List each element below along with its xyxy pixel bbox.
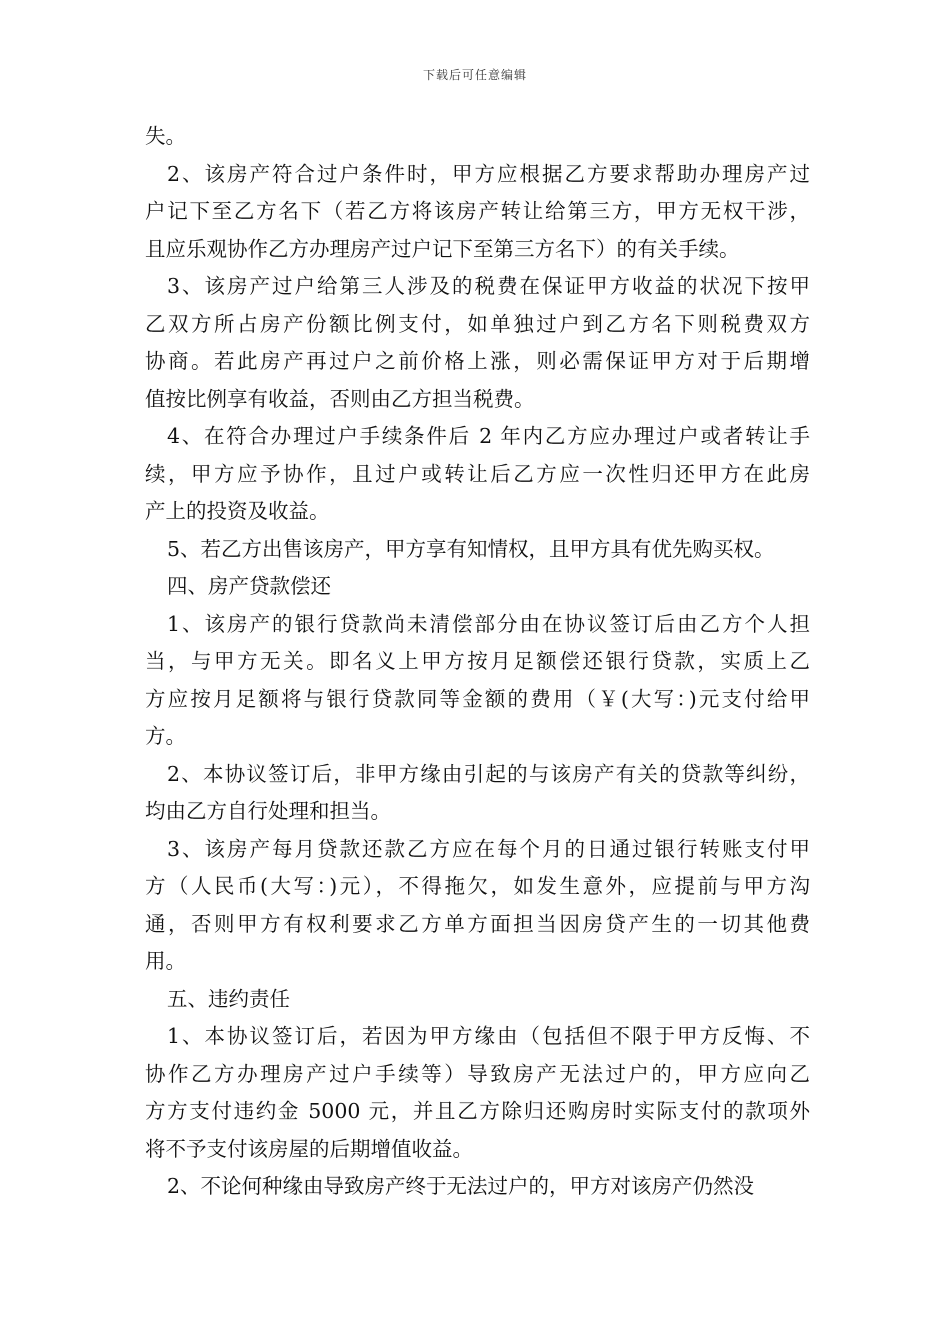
paragraph-3-line-3: 协商。若此房产再过户之前价格上涨，则必需保证甲方对于后期增: [145, 349, 810, 373]
paragraph-3-line-4: 值按比例享有收益，否则由乙方担当税费。: [145, 386, 535, 411]
paragraph-11-line-3: 方方支付违约金 5000 元，并且乙方除归还购房时实际支付的款项外: [145, 1099, 810, 1123]
paragraph-4-line-1: 4、在符合办理过户手续条件后 2 年内乙方应办理过户或者转让手: [167, 424, 810, 448]
paragraph-7-line-1: 1、该房产的银行贷款尚未清偿部分由在协议签订后由乙方个人担: [167, 611, 810, 636]
paragraph-9-line-4: 用。: [145, 949, 186, 973]
paragraph-12-line-1: 2、不论何种缘由导致房产终于无法过户的，甲方对该房产仍然没: [167, 1174, 755, 1198]
paragraph-11-line-4: 将不予支付该房屋的后期增值收益。: [145, 1136, 473, 1161]
paragraph-4-line-2: 续，甲方应予协作，且过户或转让后乙方应一次性归还甲方在此房: [145, 461, 810, 486]
page-header: 下载后可任意编辑: [422, 68, 527, 82]
paragraph-2-line-3: 且应乐观协作乙方办理房产过户记下至第三方名下）的有关手续。: [145, 236, 740, 261]
paragraph-2-line-2: 户记下至乙方名下（若乙方将该房产转让给第三方，甲方无权干涉，: [145, 199, 810, 223]
paragraph-7-line-4: 方。: [145, 724, 186, 748]
paragraph-3-line-2: 乙双方所占房产份额比例支付，如单独过户到乙方名下则税费双方: [145, 311, 810, 336]
paragraph-11-line-1: 1、本协议签订后，若因为甲方缘由（包括但不限于甲方反悔、不: [167, 1024, 810, 1048]
paragraph-9-line-2: 方（人民币(大写：)元），不得拖欠，如发生意外，应提前与甲方沟: [145, 874, 810, 898]
paragraph-7-line-2: 当，与甲方无关。即名义上甲方按月足额偿还银行贷款，实质上乙: [145, 649, 810, 673]
paragraph-7-line-3: 方应按月足额将与银行贷款同等金额的费用（￥(大写：)元支付给甲: [145, 686, 810, 711]
paragraph-9-line-3: 通，否则甲方有权利要求乙方单方面担当因房贷产生的一切其他费: [145, 911, 810, 936]
paragraph-10-line-1: 五、违约责任: [167, 986, 290, 1011]
paragraph-4-line-3: 产上的投资及收益。: [145, 499, 330, 523]
paragraph-6-line-1: 四、房产贷款偿还: [167, 574, 331, 598]
document-body: [145, 118, 810, 1206]
paragraph-3-line-1: 3、该房产过户给第三人涉及的税费在保证甲方收益的状况下按甲: [167, 274, 810, 298]
paragraph-11-line-2: 协作乙方办理房产过户手续等）导致房产无法过户的，甲方应向乙: [145, 1061, 810, 1086]
paragraph-9-line-1: 3、该房产每月贷款还款乙方应在每个月的日通过银行转账支付甲: [167, 836, 810, 861]
paragraph-5-line-1: 5、若乙方出售该房产，甲方享有知情权，且甲方具有优先购买权。: [167, 536, 775, 561]
paragraph-8-line-2: 均由乙方自行处理和担当。: [145, 799, 391, 823]
paragraph-8-line-1: 2、本协议签订后，非甲方缘由引起的与该房产有关的贷款等纠纷，: [167, 761, 810, 786]
paragraph-1-line-1: 失。: [145, 124, 186, 148]
paragraph-2-line-1: 2、该房产符合过户条件时，甲方应根据乙方要求帮助办理房产过: [167, 161, 810, 186]
